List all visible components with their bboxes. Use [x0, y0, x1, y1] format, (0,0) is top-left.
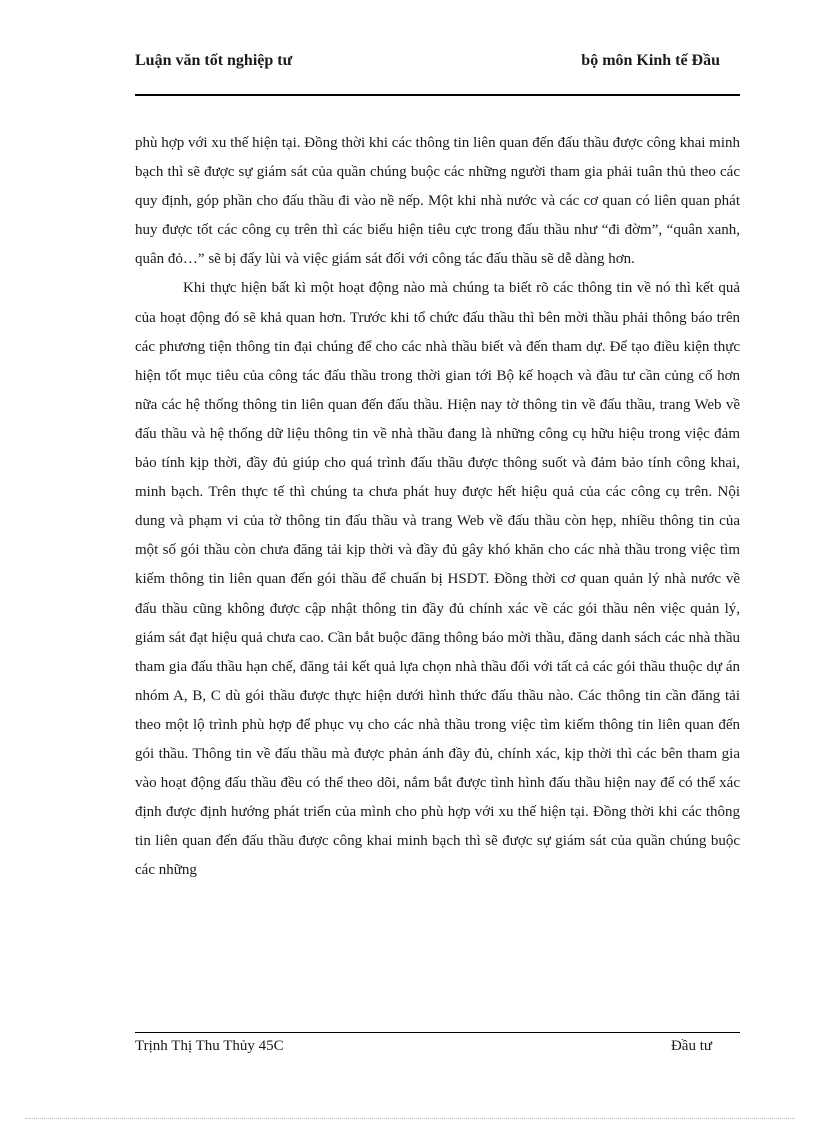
major-name: Đầu tư	[670, 1038, 712, 1054]
page-footer	[135, 1032, 740, 1054]
thesis-title: Luận văn tốt nghiệp tư	[135, 52, 293, 69]
paragraph: phù hợp với xu thế hiện tại. Đồng thời khi các thông tin liên quan đến đấu thầu được công khai minh bạch thì sẽ được sự giám sát của quần chúng buộc các những người tham gia phải tuân thủ theo các quy định, góp phần cho đấu thầu đi vào nề nếp. Một khi nhà nước và các cơ quan có liên quan phát huy được tốt các công cụ trên thì các biểu hiện tiêu cực trong đấu thầu như “đi đờm”, “quân xanh, quân đỏ…” sẽ bị đẩy lùi và việc giám sát đối với công tác đấu thầu sẽ dễ dàng hơn.	[135, 135, 740, 268]
document-body	[135, 129, 740, 885]
department-name: bộ môn Kinh tế Đầu	[581, 52, 720, 69]
author-name: Trịnh Thị Thu Thủy 45C	[135, 1038, 284, 1054]
page-bottom-divider	[25, 1118, 795, 1119]
paragraph: Khi thực hiện bất kì một hoạt động nào mà chúng ta biết rõ các thông tin về nó thì kết quả của hoạt động đó sẽ khả quan hơn. Trước khi tổ chức đấu thầu thì bên mời thầu phải thông báo trên các phương tiện thông tin đại chúng để cho các nhà thầu biết và đến tham dự. Để tạo điều kiện thực hiện tốt mục tiêu của công tác đấu thầu trong thời gian tới Bộ kế hoạch và đầu tư cần củng cố hơn nữa các hệ thống thông tin liên quan đến đấu thầu. Hiện nay tờ thông tin về đấu thầu, trang Web về đấu thầu và hệ thống dữ liệu thông tin về nhà thầu đang là những công cụ hữu hiệu trong việc đảm bảo tính kịp thời, đầy đủ giúp cho quá trình đấu thầu được thông suốt và đảm bảo tính công khai, minh bạch. Trên thực tế thì chúng ta chưa phát huy được hết hiệu quả của các công cụ trên. Nội dung và phạm vi của tờ thông tin đấu thầu và trang Web về đấu thầu còn hẹp, nhiều thông tin của một số gói thầu còn chưa đăng tải kịp thời và đầy đủ gây khó khăn cho các nhà thầu trong việc tìm kiếm thông tin liên quan đến gói thầu để chuẩn bị HSDT. Đồng thời cơ quan quản lý nhà nước về đấu thầu cũng không được cập nhật thông tin đầy đủ chính xác về các gói thầu nên việc quản lý, giám sát đạt hiệu quả chưa cao. Cần bắt buộc đăng thông báo mời thầu, đăng danh sách các nhà thầu tham gia đấu thầu hạn chế, đăng tải kết quả lựa chọn nhà thầu đối với tất cả các gói thầu thuộc dự án nhóm A, B, C dù gói thầu được thực hiện dưới hình thức đấu thầu nào. Các thông tin cần đăng tải theo một lộ trình phù hợp để phục vụ cho các nhà thầu trong việc tìm kiếm thông tin liên quan đến gói thầu. Thông tin về đấu thầu mà được phản ánh đầy đủ, chính xác, kịp thời thì các bên tham gia vào hoạt động đấu thầu đều có thể theo dõi, nắm bắt được tình hình đấu thầu hiện nay để có thể xác định được định hướng phát triển của mình cho phù hợp với xu thế hiện tại. Đồng thời khi các thông tin liên quan đến đấu thầu được công khai minh bạch thì sẽ được sự giám sát của quần chúng buộc các những	[135, 280, 740, 879]
page-header	[135, 50, 740, 96]
